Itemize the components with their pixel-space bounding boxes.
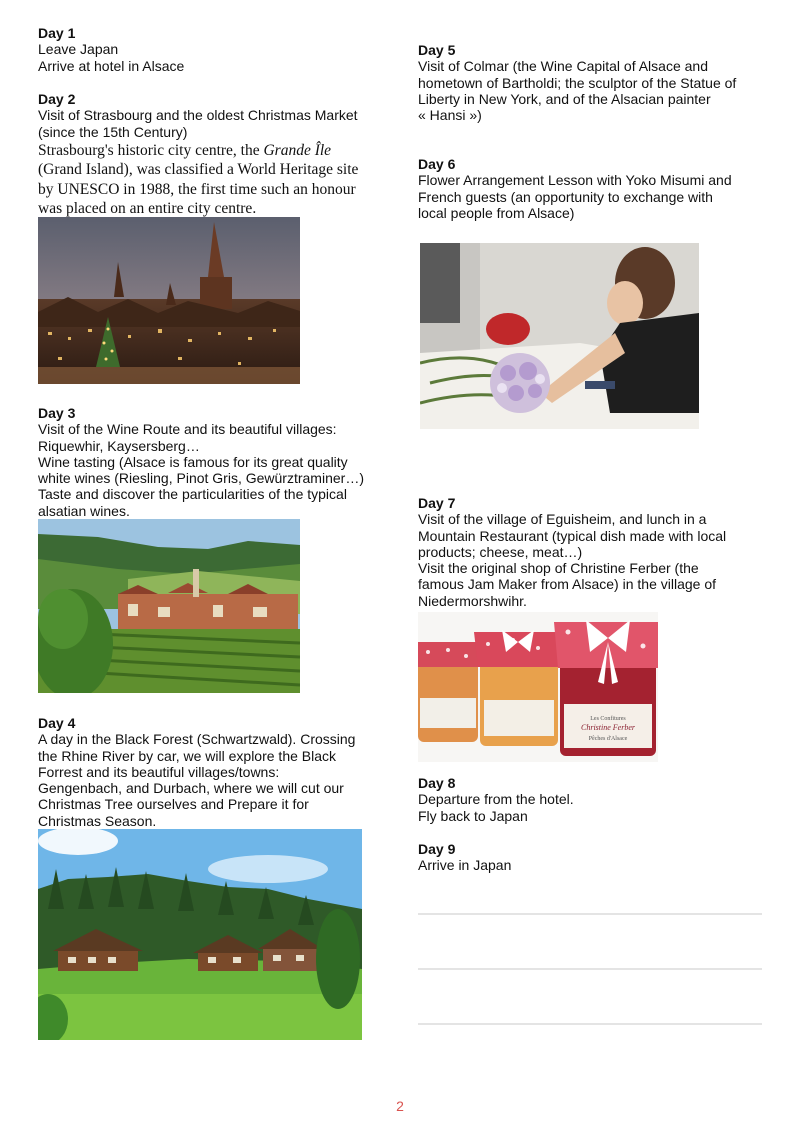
day-7-line: products; cheese, meat…)	[418, 543, 583, 560]
day-3-title: Day 3	[38, 405, 76, 421]
day-5-line: Liberty in New York, and of the Alsacian painter	[418, 90, 711, 107]
day-4-line: the Rhine River by car, we will explore the Black	[38, 747, 337, 764]
day-4-line: Christmas Tree ourselves and Prepare it for	[38, 796, 309, 813]
serif-text: (Grand Island), was classified a World Heritage site	[38, 161, 359, 179]
day-7-title: Day 7	[418, 495, 456, 511]
day-8-section	[418, 775, 574, 824]
serif-text: was placed on an entire city centre.	[38, 200, 257, 218]
day-4-line: Gengenbach, and Durbach, where we will cut our	[38, 780, 344, 797]
day-8-line: Fly back to Japan	[418, 807, 528, 824]
day-3-line: Visit of the Wine Route and its beautiful villages:	[38, 421, 337, 438]
day-2-section	[38, 91, 358, 219]
day-5-section	[418, 42, 736, 123]
day-7-line: Mountain Restaurant (typical dish made with local	[418, 527, 727, 544]
jam-label-text: Les Confitures	[590, 716, 626, 722]
day-4-line: Forrest and its beautiful villages/towns:	[38, 763, 280, 780]
day-5-title: Day 5	[418, 42, 456, 58]
day-3-line: Wine tasting (Alsace is famous for its great quality	[38, 453, 348, 470]
day-1-line: Arrive at hotel in Alsace	[38, 57, 185, 74]
grande-ile-italic: Grande Île	[263, 141, 332, 159]
day-4-section	[38, 715, 355, 829]
day-2-title: Day 2	[38, 91, 76, 107]
serif-text: Strasbourg's historic city centre, the	[38, 141, 264, 159]
day-6-line: French guests (an opportunity to exchange with	[418, 188, 713, 205]
jam-jars-photo	[418, 612, 658, 762]
day-5-line: « Hansi »)	[418, 107, 482, 124]
day-6-title: Day 6	[418, 156, 456, 172]
serif-text: by UNESCO in 1988, the first time such an honour	[38, 180, 356, 198]
day-8-line: Departure from the hotel.	[418, 791, 574, 808]
note-line	[418, 968, 762, 970]
strasbourg-description	[38, 141, 358, 219]
day-2-line: Visit of Strasbourg and the oldest Christmas Market	[38, 107, 358, 124]
day-1-title: Day 1	[38, 25, 76, 41]
flower-lesson-photo	[420, 243, 699, 429]
page-number: 2	[396, 1098, 404, 1114]
day-7-line: Visit of the village of Eguisheim, and lunch in a	[418, 511, 707, 528]
day-5-line: hometown of Bartholdi; the sculptor of the Statue of	[418, 74, 737, 91]
jam-label-brand: Christine Ferber	[581, 723, 635, 732]
day-7-line: Visit the original shop of Christine Ferber (the	[418, 560, 699, 577]
day-6-section	[418, 156, 732, 221]
day-9-section	[418, 841, 511, 874]
day-4-title: Day 4	[38, 715, 76, 731]
day-9-title: Day 9	[418, 841, 456, 857]
jam-label-variety: Pêches d'Alsace	[588, 736, 628, 742]
day-6-line: Flower Arrangement Lesson with Yoko Misumi and	[418, 172, 732, 189]
day-7-line: famous Jam Maker from Alsace) in the village of	[418, 576, 717, 593]
note-line	[418, 1023, 762, 1025]
day-3-section	[38, 405, 364, 519]
day-3-line: white wines (Riesling, Pinot Gris, Gewürztraminer…)	[38, 470, 364, 487]
day-7-section	[418, 495, 726, 609]
day-2-line: (since the 15th Century)	[38, 123, 188, 140]
day-4-line: Christmas Season.	[38, 812, 157, 829]
note-line	[418, 913, 762, 915]
day-3-line: alsatian wines.	[38, 502, 130, 519]
wine-route-photo	[38, 519, 300, 693]
day-5-line: Visit of Colmar (the Wine Capital of Alsace and	[418, 58, 708, 75]
day-1-section	[38, 25, 184, 74]
day-8-title: Day 8	[418, 775, 456, 791]
day-7-line: Niedermorshwihr.	[418, 592, 527, 609]
day-4-line: A day in the Black Forest (Schwartzwald). Crossing	[38, 731, 356, 748]
day-6-line: local people from Alsace)	[418, 204, 575, 221]
day-3-line: Riquewhir, Kaysersberg…	[38, 437, 200, 454]
day-1-line: Leave Japan	[38, 41, 119, 58]
strasbourg-photo	[38, 217, 300, 384]
day-9-line: Arrive in Japan	[418, 857, 512, 874]
day-3-line: Taste and discover the particularities of the typical	[38, 486, 347, 503]
black-forest-photo	[38, 829, 362, 1040]
